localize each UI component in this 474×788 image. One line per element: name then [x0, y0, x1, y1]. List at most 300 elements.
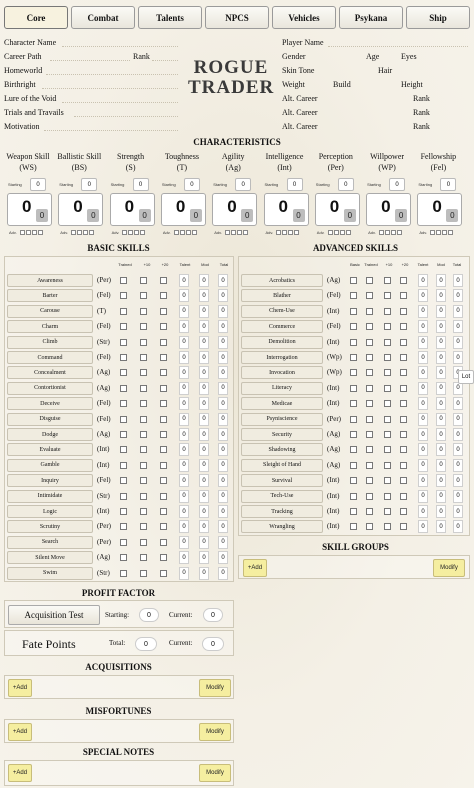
char-3-starting-field[interactable]: 0 [184, 178, 200, 191]
char-7-advance-checkbox[interactable] [391, 230, 396, 235]
skill-name[interactable]: Invocation [241, 366, 323, 379]
plus10-checkbox[interactable] [384, 400, 391, 407]
mod-field[interactable]: 0 [436, 305, 446, 318]
talent-field[interactable]: 0 [179, 551, 189, 564]
plus10-checkbox[interactable] [384, 431, 391, 438]
skill-name[interactable]: Silent Move [7, 551, 93, 564]
skill-name[interactable]: Dodge [7, 428, 93, 441]
char-3-advance-checkbox[interactable] [174, 230, 179, 235]
talent-field[interactable]: 0 [418, 351, 428, 364]
trained-checkbox[interactable] [366, 508, 373, 515]
motivation-field[interactable] [44, 130, 178, 131]
basic-checkbox[interactable] [350, 292, 357, 299]
plus10-checkbox[interactable] [140, 508, 147, 515]
trained-checkbox[interactable] [120, 523, 127, 530]
char-0-value-box[interactable] [7, 193, 52, 226]
skill-name[interactable]: Tracking [241, 505, 323, 518]
char-0-advance-checkbox[interactable] [32, 230, 37, 235]
basic-checkbox[interactable] [350, 477, 357, 484]
mod-field[interactable]: 0 [436, 382, 446, 395]
char-3-advance-checkbox[interactable] [192, 230, 197, 235]
talent-field[interactable]: 0 [418, 413, 428, 426]
plus10-checkbox[interactable] [140, 369, 147, 376]
mod-field[interactable]: 0 [199, 505, 209, 518]
trained-checkbox[interactable] [120, 570, 127, 577]
acquisitions-add-button[interactable]: +Add [8, 679, 32, 697]
char-7-value-box[interactable] [366, 193, 411, 226]
mod-field[interactable]: 0 [436, 490, 446, 503]
char-4-advance-checkbox[interactable] [237, 230, 242, 235]
char-5-advance-checkbox[interactable] [276, 230, 281, 235]
talent-field[interactable]: 0 [179, 413, 189, 426]
basic-checkbox[interactable] [350, 523, 357, 530]
char-8-advance-checkbox[interactable] [442, 230, 447, 235]
char-7-starting-field[interactable]: 0 [389, 178, 405, 191]
talent-field[interactable]: 0 [179, 443, 189, 456]
mod-field[interactable]: 0 [436, 320, 446, 333]
basic-checkbox[interactable] [350, 431, 357, 438]
skill-name[interactable]: Wrangling [241, 520, 323, 533]
mod-field[interactable]: 0 [199, 351, 209, 364]
mod-field[interactable]: 0 [199, 382, 209, 395]
mod-field[interactable]: 0 [199, 443, 209, 456]
plus20-checkbox[interactable] [160, 523, 167, 530]
skill-name[interactable]: Barter [7, 289, 93, 302]
character-name-field[interactable] [62, 46, 178, 47]
basic-checkbox[interactable] [350, 446, 357, 453]
profit-starting-field[interactable]: 0 [139, 608, 159, 622]
talent-field[interactable]: 0 [418, 336, 428, 349]
fate-current-field[interactable]: 0 [202, 637, 224, 651]
mod-field[interactable]: 0 [199, 490, 209, 503]
plus10-checkbox[interactable] [384, 292, 391, 299]
trained-checkbox[interactable] [120, 493, 127, 500]
skill-name[interactable]: Survival [241, 474, 323, 487]
skill-name[interactable]: Interrogation [241, 351, 323, 364]
talent-field[interactable]: 0 [179, 366, 189, 379]
plus10-checkbox[interactable] [140, 416, 147, 423]
trained-checkbox[interactable] [120, 339, 127, 346]
char-8-advance-checkbox[interactable] [448, 230, 453, 235]
mod-field[interactable]: 0 [199, 366, 209, 379]
skill-name[interactable]: Concealment [7, 366, 93, 379]
trained-checkbox[interactable] [366, 385, 373, 392]
plus20-checkbox[interactable] [400, 508, 407, 515]
trained-checkbox[interactable] [120, 539, 127, 546]
talent-field[interactable]: 0 [418, 382, 428, 395]
trained-checkbox[interactable] [120, 385, 127, 392]
mod-field[interactable]: 0 [199, 459, 209, 472]
char-2-advance-checkbox[interactable] [128, 230, 133, 235]
plus10-checkbox[interactable] [140, 400, 147, 407]
basic-checkbox[interactable] [350, 385, 357, 392]
basic-checkbox[interactable] [350, 416, 357, 423]
talent-field[interactable]: 0 [418, 366, 428, 379]
char-2-starting-field[interactable]: 0 [133, 178, 149, 191]
tab-combat[interactable]: Combat [71, 6, 135, 29]
skill-name[interactable]: Literacy [241, 382, 323, 395]
fate-total-field[interactable]: 0 [135, 637, 157, 651]
talent-field[interactable]: 0 [418, 459, 428, 472]
plus20-checkbox[interactable] [160, 539, 167, 546]
char-6-advance-checkbox[interactable] [334, 230, 339, 235]
char-2-advance-checkbox[interactable] [134, 230, 139, 235]
trained-checkbox[interactable] [120, 431, 127, 438]
char-1-starting-field[interactable]: 0 [81, 178, 97, 191]
talent-field[interactable]: 0 [418, 443, 428, 456]
skill-name[interactable]: Disguise [7, 413, 93, 426]
char-0-advance-checkbox[interactable] [20, 230, 25, 235]
char-6-advance-checkbox[interactable] [328, 230, 333, 235]
acquisitions-modify-button[interactable]: Modify [199, 679, 231, 697]
lure-of-the-void-field[interactable] [62, 102, 178, 103]
char-6-advance-checkbox[interactable] [340, 230, 345, 235]
trained-checkbox[interactable] [366, 477, 373, 484]
talent-field[interactable]: 0 [418, 505, 428, 518]
trained-checkbox[interactable] [366, 369, 373, 376]
skill-name[interactable]: Carouse [7, 305, 93, 318]
char-1-value-box[interactable] [58, 193, 103, 226]
skill-name[interactable]: Blather [241, 289, 323, 302]
plus20-checkbox[interactable] [160, 308, 167, 315]
plus20-checkbox[interactable] [400, 354, 407, 361]
skill-name[interactable]: Evaluate [7, 443, 93, 456]
plus10-checkbox[interactable] [140, 570, 147, 577]
plus20-checkbox[interactable] [160, 477, 167, 484]
talent-field[interactable]: 0 [418, 428, 428, 441]
mod-field[interactable]: 0 [436, 397, 446, 410]
char-0-advance-checkbox[interactable] [38, 230, 43, 235]
talent-field[interactable]: 0 [179, 289, 189, 302]
mod-field[interactable]: 0 [199, 336, 209, 349]
trained-checkbox[interactable] [366, 446, 373, 453]
plus20-checkbox[interactable] [400, 493, 407, 500]
plus20-checkbox[interactable] [400, 431, 407, 438]
talent-field[interactable]: 0 [179, 567, 189, 580]
skill-name[interactable]: Contortionist [7, 382, 93, 395]
plus10-checkbox[interactable] [384, 477, 391, 484]
plus10-checkbox[interactable] [384, 493, 391, 500]
skill-name[interactable]: Shadowing [241, 443, 323, 456]
plus10-checkbox[interactable] [140, 354, 147, 361]
skill-groups-modify-button[interactable]: Modify [433, 559, 465, 577]
plus20-checkbox[interactable] [160, 493, 167, 500]
char-2-advance-checkbox[interactable] [140, 230, 145, 235]
trained-checkbox[interactable] [366, 323, 373, 330]
skill-name[interactable]: Security [241, 428, 323, 441]
trained-checkbox[interactable] [120, 292, 127, 299]
trained-checkbox[interactable] [120, 462, 127, 469]
homeworld-field[interactable] [46, 74, 178, 75]
plus20-checkbox[interactable] [160, 554, 167, 561]
basic-checkbox[interactable] [350, 493, 357, 500]
basic-checkbox[interactable] [350, 308, 357, 315]
mod-field[interactable]: 0 [436, 443, 446, 456]
talent-field[interactable]: 0 [179, 382, 189, 395]
basic-checkbox[interactable] [350, 354, 357, 361]
char-5-advance-checkbox[interactable] [288, 230, 293, 235]
trained-checkbox[interactable] [120, 416, 127, 423]
trained-checkbox[interactable] [366, 354, 373, 361]
plus20-checkbox[interactable] [400, 323, 407, 330]
trained-checkbox[interactable] [120, 277, 127, 284]
talent-field[interactable]: 0 [179, 351, 189, 364]
plus10-checkbox[interactable] [140, 277, 147, 284]
char-6-advance-checkbox[interactable] [346, 230, 351, 235]
trained-checkbox[interactable] [120, 446, 127, 453]
skill-name[interactable]: Climb [7, 336, 93, 349]
plus20-checkbox[interactable] [160, 323, 167, 330]
misfortunes-add-button[interactable]: +Add [8, 723, 32, 741]
char-0-starting-field[interactable]: 0 [30, 178, 46, 191]
trained-checkbox[interactable] [120, 308, 127, 315]
plus20-checkbox[interactable] [400, 277, 407, 284]
char-5-value-box[interactable] [264, 193, 309, 226]
plus10-checkbox[interactable] [384, 446, 391, 453]
mod-field[interactable]: 0 [436, 505, 446, 518]
talent-field[interactable]: 0 [418, 320, 428, 333]
talent-field[interactable]: 0 [418, 274, 428, 287]
trained-checkbox[interactable] [120, 554, 127, 561]
char-8-advance-checkbox[interactable] [430, 230, 435, 235]
plus20-checkbox[interactable] [160, 462, 167, 469]
acquisition-test-button[interactable]: Acquisition Test [8, 605, 100, 625]
mod-field[interactable]: 0 [436, 336, 446, 349]
mod-field[interactable]: 0 [199, 567, 209, 580]
char-3-value-box[interactable] [161, 193, 206, 226]
char-1-advance-checkbox[interactable] [77, 230, 82, 235]
skill-name[interactable]: Logic [7, 505, 93, 518]
basic-checkbox[interactable] [350, 462, 357, 469]
plus20-checkbox[interactable] [160, 369, 167, 376]
talent-field[interactable]: 0 [418, 397, 428, 410]
mod-field[interactable]: 0 [199, 289, 209, 302]
talent-field[interactable]: 0 [179, 320, 189, 333]
trained-checkbox[interactable] [366, 308, 373, 315]
basic-checkbox[interactable] [350, 369, 357, 376]
trained-checkbox[interactable] [366, 277, 373, 284]
basic-checkbox[interactable] [350, 339, 357, 346]
mod-field[interactable]: 0 [199, 551, 209, 564]
plus20-checkbox[interactable] [400, 523, 407, 530]
rank-field[interactable] [152, 60, 178, 61]
plus10-checkbox[interactable] [384, 462, 391, 469]
mod-field[interactable]: 0 [436, 520, 446, 533]
char-5-starting-field[interactable]: 0 [287, 178, 303, 191]
basic-checkbox[interactable] [350, 323, 357, 330]
plus20-checkbox[interactable] [160, 339, 167, 346]
tab-core[interactable]: Core [4, 6, 68, 29]
plus10-checkbox[interactable] [384, 385, 391, 392]
talent-field[interactable]: 0 [179, 490, 189, 503]
mod-field[interactable]: 0 [436, 289, 446, 302]
skill-name[interactable]: Scrutiny [7, 520, 93, 533]
char-5-advance-checkbox[interactable] [282, 230, 287, 235]
basic-checkbox[interactable] [350, 508, 357, 515]
mod-field[interactable]: 0 [436, 459, 446, 472]
plus10-checkbox[interactable] [140, 446, 147, 453]
talent-field[interactable]: 0 [179, 474, 189, 487]
trained-checkbox[interactable] [366, 462, 373, 469]
skill-name[interactable]: Psyniscience [241, 413, 323, 426]
skill-name[interactable]: Demolition [241, 336, 323, 349]
mod-field[interactable]: 0 [436, 351, 446, 364]
talent-field[interactable]: 0 [179, 428, 189, 441]
plus10-checkbox[interactable] [140, 431, 147, 438]
skill-name[interactable]: Charm [7, 320, 93, 333]
plus10-checkbox[interactable] [140, 554, 147, 561]
plus20-checkbox[interactable] [400, 477, 407, 484]
plus10-checkbox[interactable] [140, 539, 147, 546]
misfortunes-modify-button[interactable]: Modify [199, 723, 231, 741]
trained-checkbox[interactable] [366, 416, 373, 423]
plus20-checkbox[interactable] [400, 446, 407, 453]
tab-npcs[interactable]: NPCS [205, 6, 269, 29]
mod-field[interactable]: 0 [199, 520, 209, 533]
plus20-checkbox[interactable] [160, 400, 167, 407]
plus10-checkbox[interactable] [384, 354, 391, 361]
plus10-checkbox[interactable] [140, 462, 147, 469]
mod-field[interactable]: 0 [199, 397, 209, 410]
plus20-checkbox[interactable] [160, 431, 167, 438]
char-4-advance-checkbox[interactable] [243, 230, 248, 235]
plus10-checkbox[interactable] [384, 323, 391, 330]
char-1-advance-checkbox[interactable] [83, 230, 88, 235]
talent-field[interactable]: 0 [179, 459, 189, 472]
trained-checkbox[interactable] [120, 400, 127, 407]
talent-field[interactable]: 0 [418, 289, 428, 302]
char-1-advance-checkbox[interactable] [89, 230, 94, 235]
trials-and-travails-field[interactable] [74, 116, 178, 117]
skill-name[interactable]: Intimidate [7, 490, 93, 503]
plus20-checkbox[interactable] [400, 416, 407, 423]
char-2-value-box[interactable] [110, 193, 155, 226]
talent-field[interactable]: 0 [418, 490, 428, 503]
skill-name[interactable]: Gamble [7, 459, 93, 472]
char-3-advance-checkbox[interactable] [186, 230, 191, 235]
trained-checkbox[interactable] [366, 493, 373, 500]
plus10-checkbox[interactable] [384, 416, 391, 423]
special-notes-modify-button[interactable]: Modify [199, 764, 231, 782]
mod-field[interactable]: 0 [199, 428, 209, 441]
char-4-advance-checkbox[interactable] [231, 230, 236, 235]
plus20-checkbox[interactable] [160, 416, 167, 423]
plus10-checkbox[interactable] [140, 477, 147, 484]
char-8-starting-field[interactable]: 0 [440, 178, 456, 191]
trained-checkbox[interactable] [366, 523, 373, 530]
char-6-starting-field[interactable]: 0 [338, 178, 354, 191]
mod-field[interactable]: 0 [436, 274, 446, 287]
profit-current-field[interactable]: 0 [203, 608, 223, 622]
skill-name[interactable]: Command [7, 351, 93, 364]
plus20-checkbox[interactable] [400, 369, 407, 376]
plus10-checkbox[interactable] [384, 308, 391, 315]
basic-checkbox[interactable] [350, 277, 357, 284]
char-0-advance-checkbox[interactable] [26, 230, 31, 235]
skill-name[interactable]: Medicae [241, 397, 323, 410]
trained-checkbox[interactable] [366, 431, 373, 438]
plus20-checkbox[interactable] [160, 570, 167, 577]
special-notes-add-button[interactable]: +Add [8, 764, 32, 782]
mod-field[interactable]: 0 [199, 536, 209, 549]
trained-checkbox[interactable] [366, 292, 373, 299]
char-2-advance-checkbox[interactable] [122, 230, 127, 235]
plus10-checkbox[interactable] [384, 523, 391, 530]
mod-field[interactable]: 0 [199, 320, 209, 333]
plus10-checkbox[interactable] [140, 292, 147, 299]
plus20-checkbox[interactable] [160, 446, 167, 453]
talent-field[interactable]: 0 [179, 536, 189, 549]
mod-field[interactable]: 0 [436, 366, 446, 379]
char-1-advance-checkbox[interactable] [71, 230, 76, 235]
skill-name[interactable]: Chem-Use [241, 305, 323, 318]
plus20-checkbox[interactable] [400, 385, 407, 392]
plus20-checkbox[interactable] [400, 400, 407, 407]
tab-ship[interactable]: Ship [406, 6, 470, 29]
plus20-checkbox[interactable] [160, 385, 167, 392]
skill-name[interactable]: Sleight of Hand [241, 459, 323, 472]
mod-field[interactable]: 0 [199, 474, 209, 487]
talent-field[interactable]: 0 [418, 520, 428, 533]
tab-vehicles[interactable]: Vehicles [272, 6, 336, 29]
birthright-field[interactable] [42, 88, 178, 89]
plus20-checkbox[interactable] [400, 462, 407, 469]
plus10-checkbox[interactable] [140, 385, 147, 392]
plus10-checkbox[interactable] [384, 369, 391, 376]
plus10-checkbox[interactable] [140, 493, 147, 500]
skill-name[interactable]: Search [7, 536, 93, 549]
trained-checkbox[interactable] [366, 339, 373, 346]
plus10-checkbox[interactable] [140, 323, 147, 330]
skill-name[interactable]: Swim [7, 567, 93, 580]
trained-checkbox[interactable] [120, 354, 127, 361]
char-6-value-box[interactable] [315, 193, 360, 226]
talent-field[interactable]: 0 [179, 336, 189, 349]
mod-field[interactable]: 0 [436, 474, 446, 487]
talent-field[interactable]: 0 [179, 505, 189, 518]
mod-field[interactable]: 0 [199, 274, 209, 287]
mod-field[interactable]: 0 [199, 413, 209, 426]
trained-checkbox[interactable] [120, 477, 127, 484]
char-5-advance-checkbox[interactable] [294, 230, 299, 235]
plus20-checkbox[interactable] [400, 339, 407, 346]
plus20-checkbox[interactable] [160, 508, 167, 515]
plus20-checkbox[interactable] [160, 292, 167, 299]
plus10-checkbox[interactable] [140, 308, 147, 315]
char-4-advance-checkbox[interactable] [225, 230, 230, 235]
talent-field[interactable]: 0 [418, 474, 428, 487]
mod-field[interactable]: 0 [436, 428, 446, 441]
talent-field[interactable]: 0 [179, 520, 189, 533]
talent-field[interactable]: 0 [418, 305, 428, 318]
skill-name[interactable]: Tech-Use [241, 490, 323, 503]
trained-checkbox[interactable] [120, 369, 127, 376]
char-8-advance-checkbox[interactable] [436, 230, 441, 235]
char-4-starting-field[interactable]: 0 [235, 178, 251, 191]
player-name-field[interactable] [328, 46, 468, 47]
trained-checkbox[interactable] [366, 400, 373, 407]
plus10-checkbox[interactable] [384, 277, 391, 284]
skill-name[interactable]: Deceive [7, 397, 93, 410]
plus10-checkbox[interactable] [384, 508, 391, 515]
plus20-checkbox[interactable] [400, 292, 407, 299]
char-4-value-box[interactable] [212, 193, 257, 226]
plus20-checkbox[interactable] [160, 277, 167, 284]
trained-checkbox[interactable] [120, 508, 127, 515]
tab-psykana[interactable]: Psykana [339, 6, 403, 29]
plus10-checkbox[interactable] [140, 523, 147, 530]
char-7-advance-checkbox[interactable] [379, 230, 384, 235]
